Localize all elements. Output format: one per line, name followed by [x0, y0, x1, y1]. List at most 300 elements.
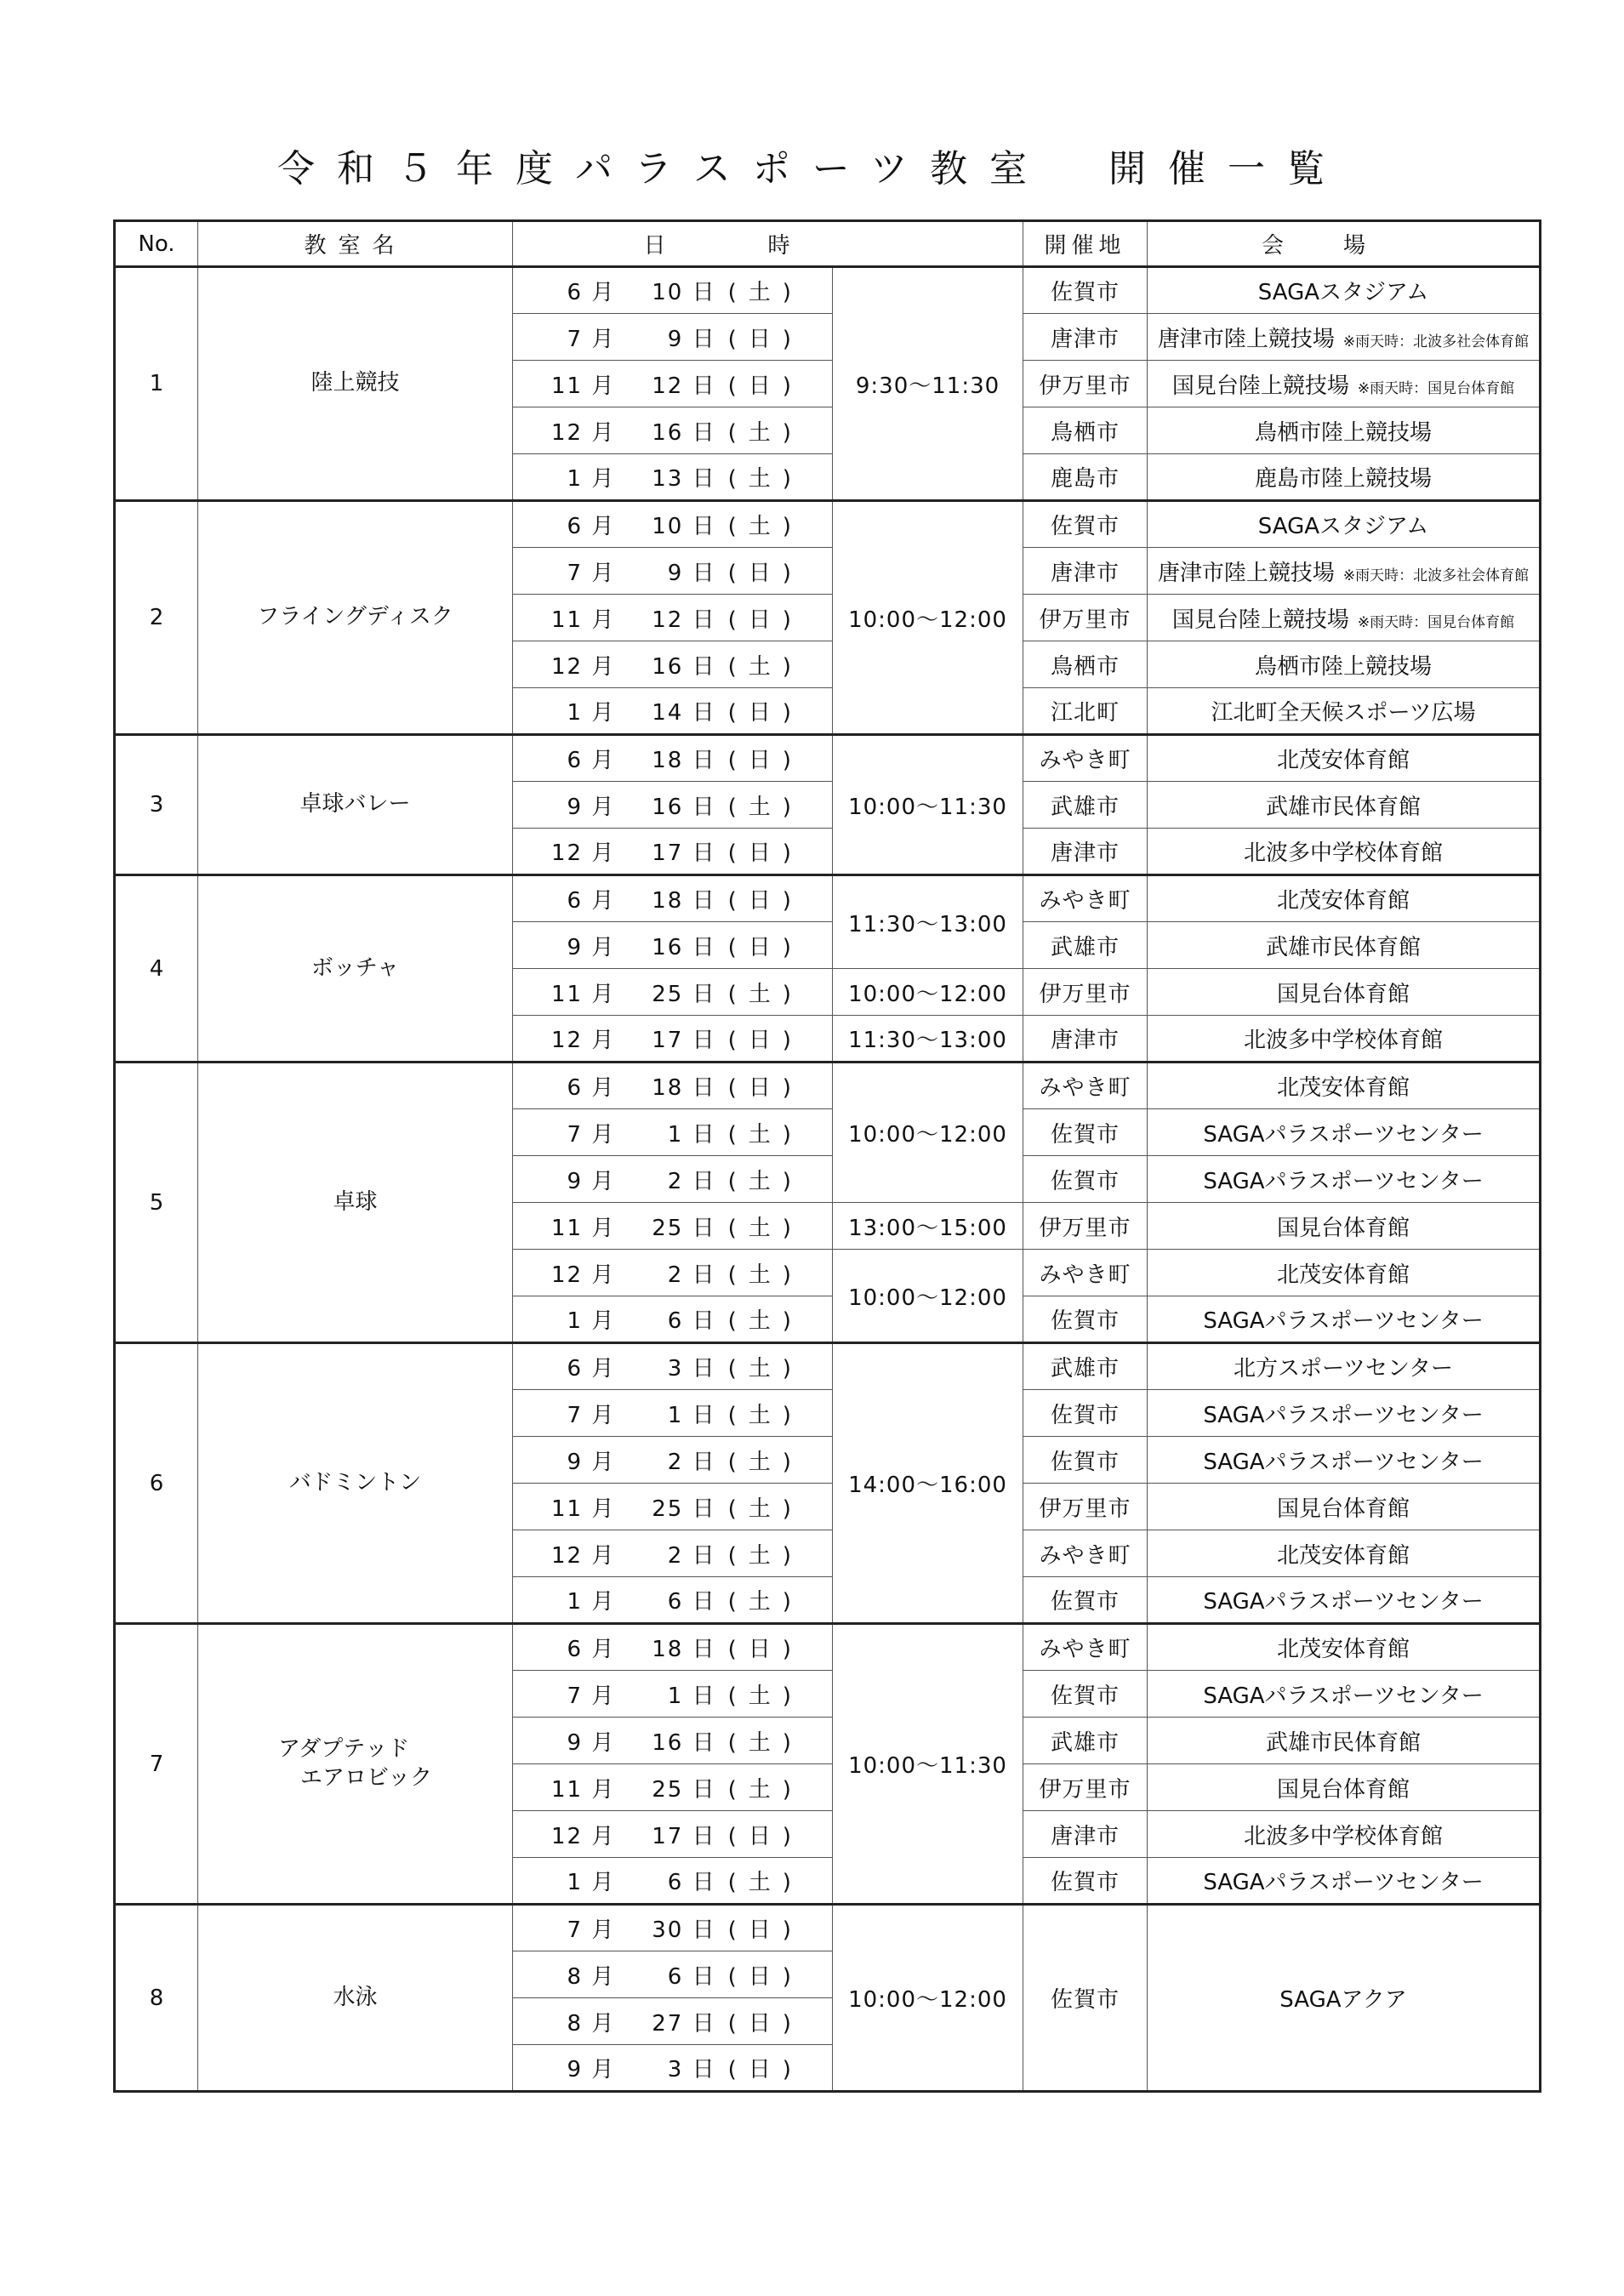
session-venue-cell — [1148, 1530, 1541, 1577]
month-unit: 月 — [583, 2057, 616, 2082]
date-month: 11 — [550, 373, 584, 399]
date-day: 6 — [667, 1963, 684, 1990]
day-unit: 日 — [683, 514, 716, 539]
session-city: 唐津市 — [1023, 829, 1148, 875]
table-row — [115, 1624, 1541, 1671]
session-venue: 国見台体育館 — [1277, 1215, 1410, 1241]
date-day: 18 — [652, 1637, 684, 1662]
date-day: 2 — [667, 1449, 684, 1475]
venue-rain-note: ※雨天時：北波多社会体育館 — [1342, 333, 1530, 350]
date-month: 11 — [550, 607, 584, 633]
date-month: 11 — [550, 981, 584, 1007]
date-month: 1 — [567, 700, 584, 726]
session-venue: 北茂安体育館 — [1277, 1637, 1410, 1662]
session-venue: 北茂安体育館 — [1277, 888, 1410, 914]
class-number: 1 — [115, 267, 198, 501]
weekday-value: 土 — [748, 419, 783, 446]
day-unit: 日 — [683, 1589, 716, 1615]
month-unit: 月 — [583, 1917, 616, 1943]
session-venue-cell — [1148, 969, 1541, 1016]
date-month: 1 — [567, 1870, 584, 1895]
class-name-cell — [198, 1343, 513, 1624]
session-date — [513, 735, 833, 782]
weekday-value: 土 — [748, 653, 783, 680]
session-venue: SAGAパラスポーツセンター — [1203, 1121, 1484, 1148]
session-city: みやき町 — [1023, 875, 1148, 922]
session-time: 10:00～11:30 — [833, 735, 1023, 875]
session-venue: 鳥栖市陸上競技場 — [1255, 653, 1433, 680]
month-unit: 月 — [583, 653, 616, 680]
class-name-cell — [198, 267, 513, 501]
weekday-value: 土 — [748, 1870, 783, 1895]
date-weekday: (土) — [727, 419, 803, 446]
session-venue: SAGAスタジアム — [1257, 280, 1429, 305]
session-date — [513, 548, 833, 595]
weekday-value: 日 — [748, 326, 783, 352]
date-day: 25 — [652, 1776, 684, 1803]
session-venue-cell — [1148, 735, 1541, 782]
session-date — [513, 1109, 833, 1156]
session-venue: 国見台陸上競技場 — [1171, 607, 1349, 633]
class-name-cell — [198, 1624, 513, 1905]
session-city: 江北町 — [1023, 688, 1148, 735]
day-unit: 日 — [683, 840, 716, 866]
date-month: 1 — [567, 1308, 584, 1334]
date-month: 6 — [567, 1637, 584, 1662]
session-city: 武雄市 — [1023, 922, 1148, 969]
day-unit: 日 — [683, 1121, 716, 1148]
session-date — [513, 1671, 833, 1718]
month-unit: 月 — [583, 1402, 616, 1428]
session-date — [513, 1577, 833, 1624]
session-venue: 北波多中学校体育館 — [1244, 840, 1444, 866]
class-group — [115, 1063, 1541, 1343]
weekday-value: 土 — [748, 794, 783, 820]
session-venue: 江北町全天候スポーツ広場 — [1211, 700, 1476, 726]
weekday-value: 日 — [748, 1637, 783, 1662]
session-venue-cell — [1148, 1343, 1541, 1390]
weekday-value: 日 — [748, 1823, 783, 1849]
class-name: 卓球バレー — [299, 791, 411, 818]
class-name-cell — [198, 875, 513, 1063]
day-unit: 日 — [683, 1729, 716, 1756]
date-weekday: (日) — [727, 326, 803, 352]
day-unit: 日 — [683, 2010, 716, 2037]
date-weekday: (日) — [727, 1637, 803, 1662]
date-month: 6 — [567, 888, 584, 914]
session-city: 佐賀市 — [1023, 1156, 1148, 1203]
date-day: 14 — [652, 700, 684, 726]
weekday-value: 土 — [748, 1449, 783, 1475]
month-unit: 月 — [583, 1589, 616, 1615]
date-weekday: (土) — [727, 1542, 803, 1569]
date-month: 9 — [567, 1729, 584, 1756]
weekday-value: 日 — [748, 2057, 783, 2082]
session-date — [513, 1437, 833, 1484]
session-venue-cell — [1148, 1764, 1541, 1811]
session-city: 佐賀市 — [1023, 1437, 1148, 1484]
weekday-value: 日 — [748, 1028, 783, 1053]
session-date — [513, 267, 833, 314]
day-unit: 日 — [683, 1168, 716, 1194]
session-venue: SAGAパラスポーツセンター — [1203, 1308, 1484, 1334]
day-unit: 日 — [683, 1075, 716, 1101]
weekday-value: 土 — [748, 466, 783, 492]
day-unit: 日 — [683, 1028, 716, 1053]
session-venue-cell — [1148, 922, 1541, 969]
month-unit: 月 — [583, 1168, 616, 1194]
month-unit: 月 — [583, 1121, 616, 1148]
session-venue-cell — [1148, 1203, 1541, 1250]
session-time: 10:00～11:30 — [833, 1624, 1023, 1905]
session-date — [513, 641, 833, 688]
date-month: 6 — [567, 1356, 584, 1382]
weekday-value: 土 — [748, 1402, 783, 1428]
session-city: 佐賀市 — [1023, 1671, 1148, 1718]
day-unit: 日 — [683, 1496, 716, 1522]
header-no: No. — [115, 221, 198, 267]
session-venue: 北波多中学校体育館 — [1244, 1823, 1444, 1849]
date-month: 6 — [567, 748, 584, 773]
date-weekday: (土) — [727, 1402, 803, 1428]
session-venue-cell — [1148, 1577, 1541, 1624]
weekday-value: 土 — [748, 1262, 783, 1288]
weekday-value: 土 — [748, 1589, 783, 1615]
date-weekday: (日) — [727, 840, 803, 866]
session-venue: 国見台体育館 — [1277, 1776, 1410, 1803]
month-unit: 月 — [583, 419, 616, 446]
class-number: 3 — [115, 735, 198, 875]
date-weekday: (土) — [727, 1308, 803, 1334]
weekday-value: 土 — [748, 981, 783, 1007]
class-name: バドミントン — [288, 1469, 422, 1496]
session-venue-cell — [1148, 595, 1541, 641]
date-day: 17 — [652, 1028, 684, 1053]
date-weekday: (日) — [727, 373, 803, 399]
weekday-value: 日 — [748, 373, 783, 399]
session-venue-cell — [1148, 1390, 1541, 1437]
session-date — [513, 1390, 833, 1437]
date-month: 11 — [550, 1776, 584, 1803]
table-row — [115, 875, 1541, 922]
weekday-value: 土 — [748, 514, 783, 539]
class-group — [115, 1624, 1541, 1905]
date-weekday: (土) — [727, 1262, 803, 1288]
page-title: 令和５年度パラスポーツ教室 開催一覧 — [277, 147, 1347, 191]
session-date — [513, 1951, 833, 1998]
session-venue: 北茂安体育館 — [1277, 1262, 1410, 1288]
month-unit: 月 — [583, 466, 616, 492]
weekday-value: 土 — [748, 280, 783, 305]
session-venue-cell — [1148, 782, 1541, 829]
session-venue: SAGAパラスポーツセンター — [1203, 1449, 1484, 1475]
date-day: 6 — [667, 1589, 684, 1615]
session-date — [513, 1063, 833, 1109]
date-day: 16 — [652, 419, 684, 446]
session-venue-cell — [1148, 688, 1541, 735]
session-date — [513, 1624, 833, 1671]
day-unit: 日 — [683, 607, 716, 633]
session-venue-cell — [1148, 1484, 1541, 1530]
month-unit: 月 — [583, 280, 616, 305]
date-month: 12 — [550, 1542, 584, 1569]
venue-rain-note: ※雨天時：国見台体育館 — [1357, 379, 1515, 397]
day-unit: 日 — [683, 748, 716, 773]
month-unit: 月 — [583, 1075, 616, 1101]
session-date — [513, 314, 833, 361]
day-unit: 日 — [683, 373, 716, 399]
day-unit: 日 — [683, 1870, 716, 1895]
date-month: 7 — [567, 1683, 584, 1709]
day-unit: 日 — [683, 1308, 716, 1334]
session-city: 伊万里市 — [1023, 1484, 1148, 1530]
day-unit: 日 — [683, 466, 716, 492]
date-day: 18 — [652, 1075, 684, 1101]
day-unit: 日 — [683, 280, 716, 305]
day-unit: 日 — [683, 1215, 716, 1241]
date-weekday: (土) — [727, 1776, 803, 1803]
session-venue-cell — [1148, 875, 1541, 922]
date-month: 12 — [550, 1823, 584, 1849]
day-unit: 日 — [683, 888, 716, 914]
session-venue-cell — [1148, 501, 1541, 548]
session-date — [513, 361, 833, 407]
month-unit: 月 — [583, 1262, 616, 1288]
session-date — [513, 1764, 833, 1811]
month-unit: 月 — [583, 373, 616, 399]
class-name: フライングディスク — [257, 604, 453, 630]
day-unit: 日 — [683, 1402, 716, 1428]
weekday-value: 日 — [748, 1963, 783, 1990]
table-header-row — [115, 221, 1541, 267]
class-group — [115, 875, 1541, 1063]
session-date — [513, 1296, 833, 1343]
session-venue-cell — [1148, 548, 1541, 595]
date-day: 1 — [667, 1402, 684, 1428]
month-unit: 月 — [583, 1963, 616, 1990]
day-unit: 日 — [683, 560, 716, 586]
date-weekday: (土) — [727, 1683, 803, 1709]
session-venue: SAGAアクア — [1148, 1905, 1541, 2092]
date-month: 1 — [567, 466, 584, 492]
session-date — [513, 1484, 833, 1530]
weekday-value: 土 — [748, 1776, 783, 1803]
date-weekday: (土) — [727, 653, 803, 680]
date-weekday: (日) — [727, 560, 803, 586]
date-month: 8 — [567, 2010, 584, 2037]
session-date — [513, 2045, 833, 2092]
day-unit: 日 — [683, 1776, 716, 1803]
date-month: 12 — [550, 1028, 584, 1053]
session-date — [513, 595, 833, 641]
session-venue: 北方スポーツセンター — [1234, 1356, 1453, 1382]
date-day: 16 — [652, 794, 684, 820]
session-venue: 北茂安体育館 — [1277, 748, 1410, 773]
date-month: 7 — [567, 1121, 584, 1148]
class-number: 4 — [115, 875, 198, 1063]
session-venue-cell — [1148, 641, 1541, 688]
weekday-value: 土 — [748, 1308, 783, 1334]
class-group — [115, 501, 1541, 735]
header-city: 開催地 — [1023, 221, 1148, 267]
month-unit: 月 — [583, 1823, 616, 1849]
date-day: 25 — [652, 981, 684, 1007]
session-date — [513, 454, 833, 501]
class-name: 陸上競技 — [311, 370, 400, 396]
session-date — [513, 1156, 833, 1203]
date-weekday: (日) — [727, 1075, 803, 1101]
session-venue-cell — [1148, 267, 1541, 314]
session-date — [513, 1203, 833, 1250]
date-month: 6 — [567, 280, 584, 305]
date-day: 30 — [652, 1917, 684, 1943]
date-day: 12 — [652, 607, 684, 633]
session-time: 10:00～12:00 — [833, 969, 1023, 1016]
session-venue: 国見台陸上競技場 — [1171, 373, 1349, 399]
date-weekday: (土) — [727, 1589, 803, 1615]
weekday-value: 土 — [748, 1683, 783, 1709]
date-weekday: (土) — [727, 1121, 803, 1148]
table-row — [115, 1063, 1541, 1109]
date-weekday: (土) — [727, 1870, 803, 1895]
date-weekday: (土) — [727, 280, 803, 305]
day-unit: 日 — [683, 1683, 716, 1709]
day-unit: 日 — [683, 1917, 716, 1943]
session-city: 伊万里市 — [1023, 969, 1148, 1016]
weekday-value: 日 — [748, 2010, 783, 2037]
session-time: 10:00～12:00 — [833, 501, 1023, 735]
session-date — [513, 922, 833, 969]
month-unit: 月 — [583, 1496, 616, 1522]
month-unit: 月 — [583, 1449, 616, 1475]
date-weekday: (日) — [727, 2010, 803, 2037]
session-city: 唐津市 — [1023, 1016, 1148, 1063]
session-city: みやき町 — [1023, 1624, 1148, 1671]
date-day: 16 — [652, 653, 684, 680]
date-day: 6 — [667, 1308, 684, 1334]
session-venue: 北茂安体育館 — [1277, 1542, 1410, 1569]
class-number: 7 — [115, 1624, 198, 1905]
date-month: 12 — [550, 840, 584, 866]
session-city: 鹿島市 — [1023, 454, 1148, 501]
session-city: 唐津市 — [1023, 548, 1148, 595]
session-venue-cell — [1148, 361, 1541, 407]
venue-rain-note: ※雨天時：国見台体育館 — [1357, 613, 1515, 631]
session-venue: 北波多中学校体育館 — [1244, 1028, 1444, 1053]
session-venue-cell — [1148, 1109, 1541, 1156]
session-date — [513, 782, 833, 829]
session-date — [513, 1718, 833, 1764]
class-number: 5 — [115, 1063, 198, 1343]
date-month: 7 — [567, 560, 584, 586]
session-venue-cell — [1148, 1016, 1541, 1063]
month-unit: 月 — [583, 1870, 616, 1895]
date-day: 12 — [652, 373, 684, 399]
session-venue-cell — [1148, 829, 1541, 875]
class-group — [115, 267, 1541, 501]
date-weekday: (日) — [727, 2057, 803, 2082]
class-name-cell — [198, 1905, 513, 2092]
session-city: みやき町 — [1023, 735, 1148, 782]
date-weekday: (日) — [727, 1917, 803, 1943]
session-city: 佐賀市 — [1023, 1858, 1148, 1905]
date-weekday: (土) — [727, 1215, 803, 1241]
date-day: 25 — [652, 1496, 684, 1522]
date-weekday: (日) — [727, 1028, 803, 1053]
session-venue: 武雄市民体育館 — [1266, 934, 1422, 960]
month-unit: 月 — [583, 934, 616, 960]
weekday-value: 土 — [748, 1168, 783, 1194]
date-month: 8 — [567, 1963, 584, 1990]
date-day: 25 — [652, 1215, 684, 1241]
table-row — [115, 501, 1541, 548]
day-unit: 日 — [683, 419, 716, 446]
date-weekday: (土) — [727, 1496, 803, 1522]
table-row — [115, 1343, 1541, 1390]
session-venue: 武雄市民体育館 — [1266, 1729, 1422, 1756]
session-venue: SAGAスタジアム — [1257, 514, 1429, 539]
session-date — [513, 407, 833, 454]
date-day: 3 — [667, 1356, 684, 1382]
month-unit: 月 — [583, 1683, 616, 1709]
session-city: 佐賀市 — [1023, 501, 1148, 548]
class-number: 2 — [115, 501, 198, 735]
date-day: 9 — [667, 326, 684, 352]
day-unit: 日 — [683, 981, 716, 1007]
month-unit: 月 — [583, 1356, 616, 1382]
session-date — [513, 829, 833, 875]
date-month: 9 — [567, 794, 584, 820]
date-day: 1 — [667, 1121, 684, 1148]
session-venue-cell — [1148, 1858, 1541, 1905]
schedule-table — [113, 219, 1541, 2093]
date-weekday: (土) — [727, 466, 803, 492]
date-weekday: (土) — [727, 1356, 803, 1382]
session-city: 鳥栖市 — [1023, 407, 1148, 454]
month-unit: 月 — [583, 700, 616, 726]
session-venue: SAGAパラスポーツセンター — [1203, 1683, 1484, 1709]
weekday-value: 土 — [748, 1496, 783, 1522]
month-unit: 月 — [583, 888, 616, 914]
date-month: 7 — [567, 326, 584, 352]
session-time: 11:30～13:00 — [833, 875, 1023, 969]
date-day: 2 — [667, 1168, 684, 1194]
date-weekday: (土) — [727, 514, 803, 539]
session-venue: 鹿島市陸上競技場 — [1255, 466, 1433, 492]
month-unit: 月 — [583, 748, 616, 773]
session-venue: 武雄市民体育館 — [1266, 794, 1422, 820]
class-group — [115, 1905, 1541, 2092]
date-weekday: (日) — [727, 1963, 803, 1990]
weekday-value: 日 — [748, 607, 783, 633]
date-weekday: (日) — [727, 888, 803, 914]
date-day: 9 — [667, 560, 684, 586]
class-number: 6 — [115, 1343, 198, 1624]
session-date — [513, 688, 833, 735]
session-venue: 国見台体育館 — [1277, 1496, 1410, 1522]
weekday-value: 日 — [748, 560, 783, 586]
session-city: 佐賀市 — [1023, 1905, 1148, 2092]
date-weekday: (日) — [727, 700, 803, 726]
session-city: 佐賀市 — [1023, 1577, 1148, 1624]
weekday-value: 土 — [748, 1356, 783, 1382]
weekday-value: 日 — [748, 888, 783, 914]
date-weekday: (日) — [727, 748, 803, 773]
session-city: 佐賀市 — [1023, 1390, 1148, 1437]
session-city: 伊万里市 — [1023, 1203, 1148, 1250]
month-unit: 月 — [583, 1215, 616, 1241]
date-weekday: (土) — [727, 1449, 803, 1475]
